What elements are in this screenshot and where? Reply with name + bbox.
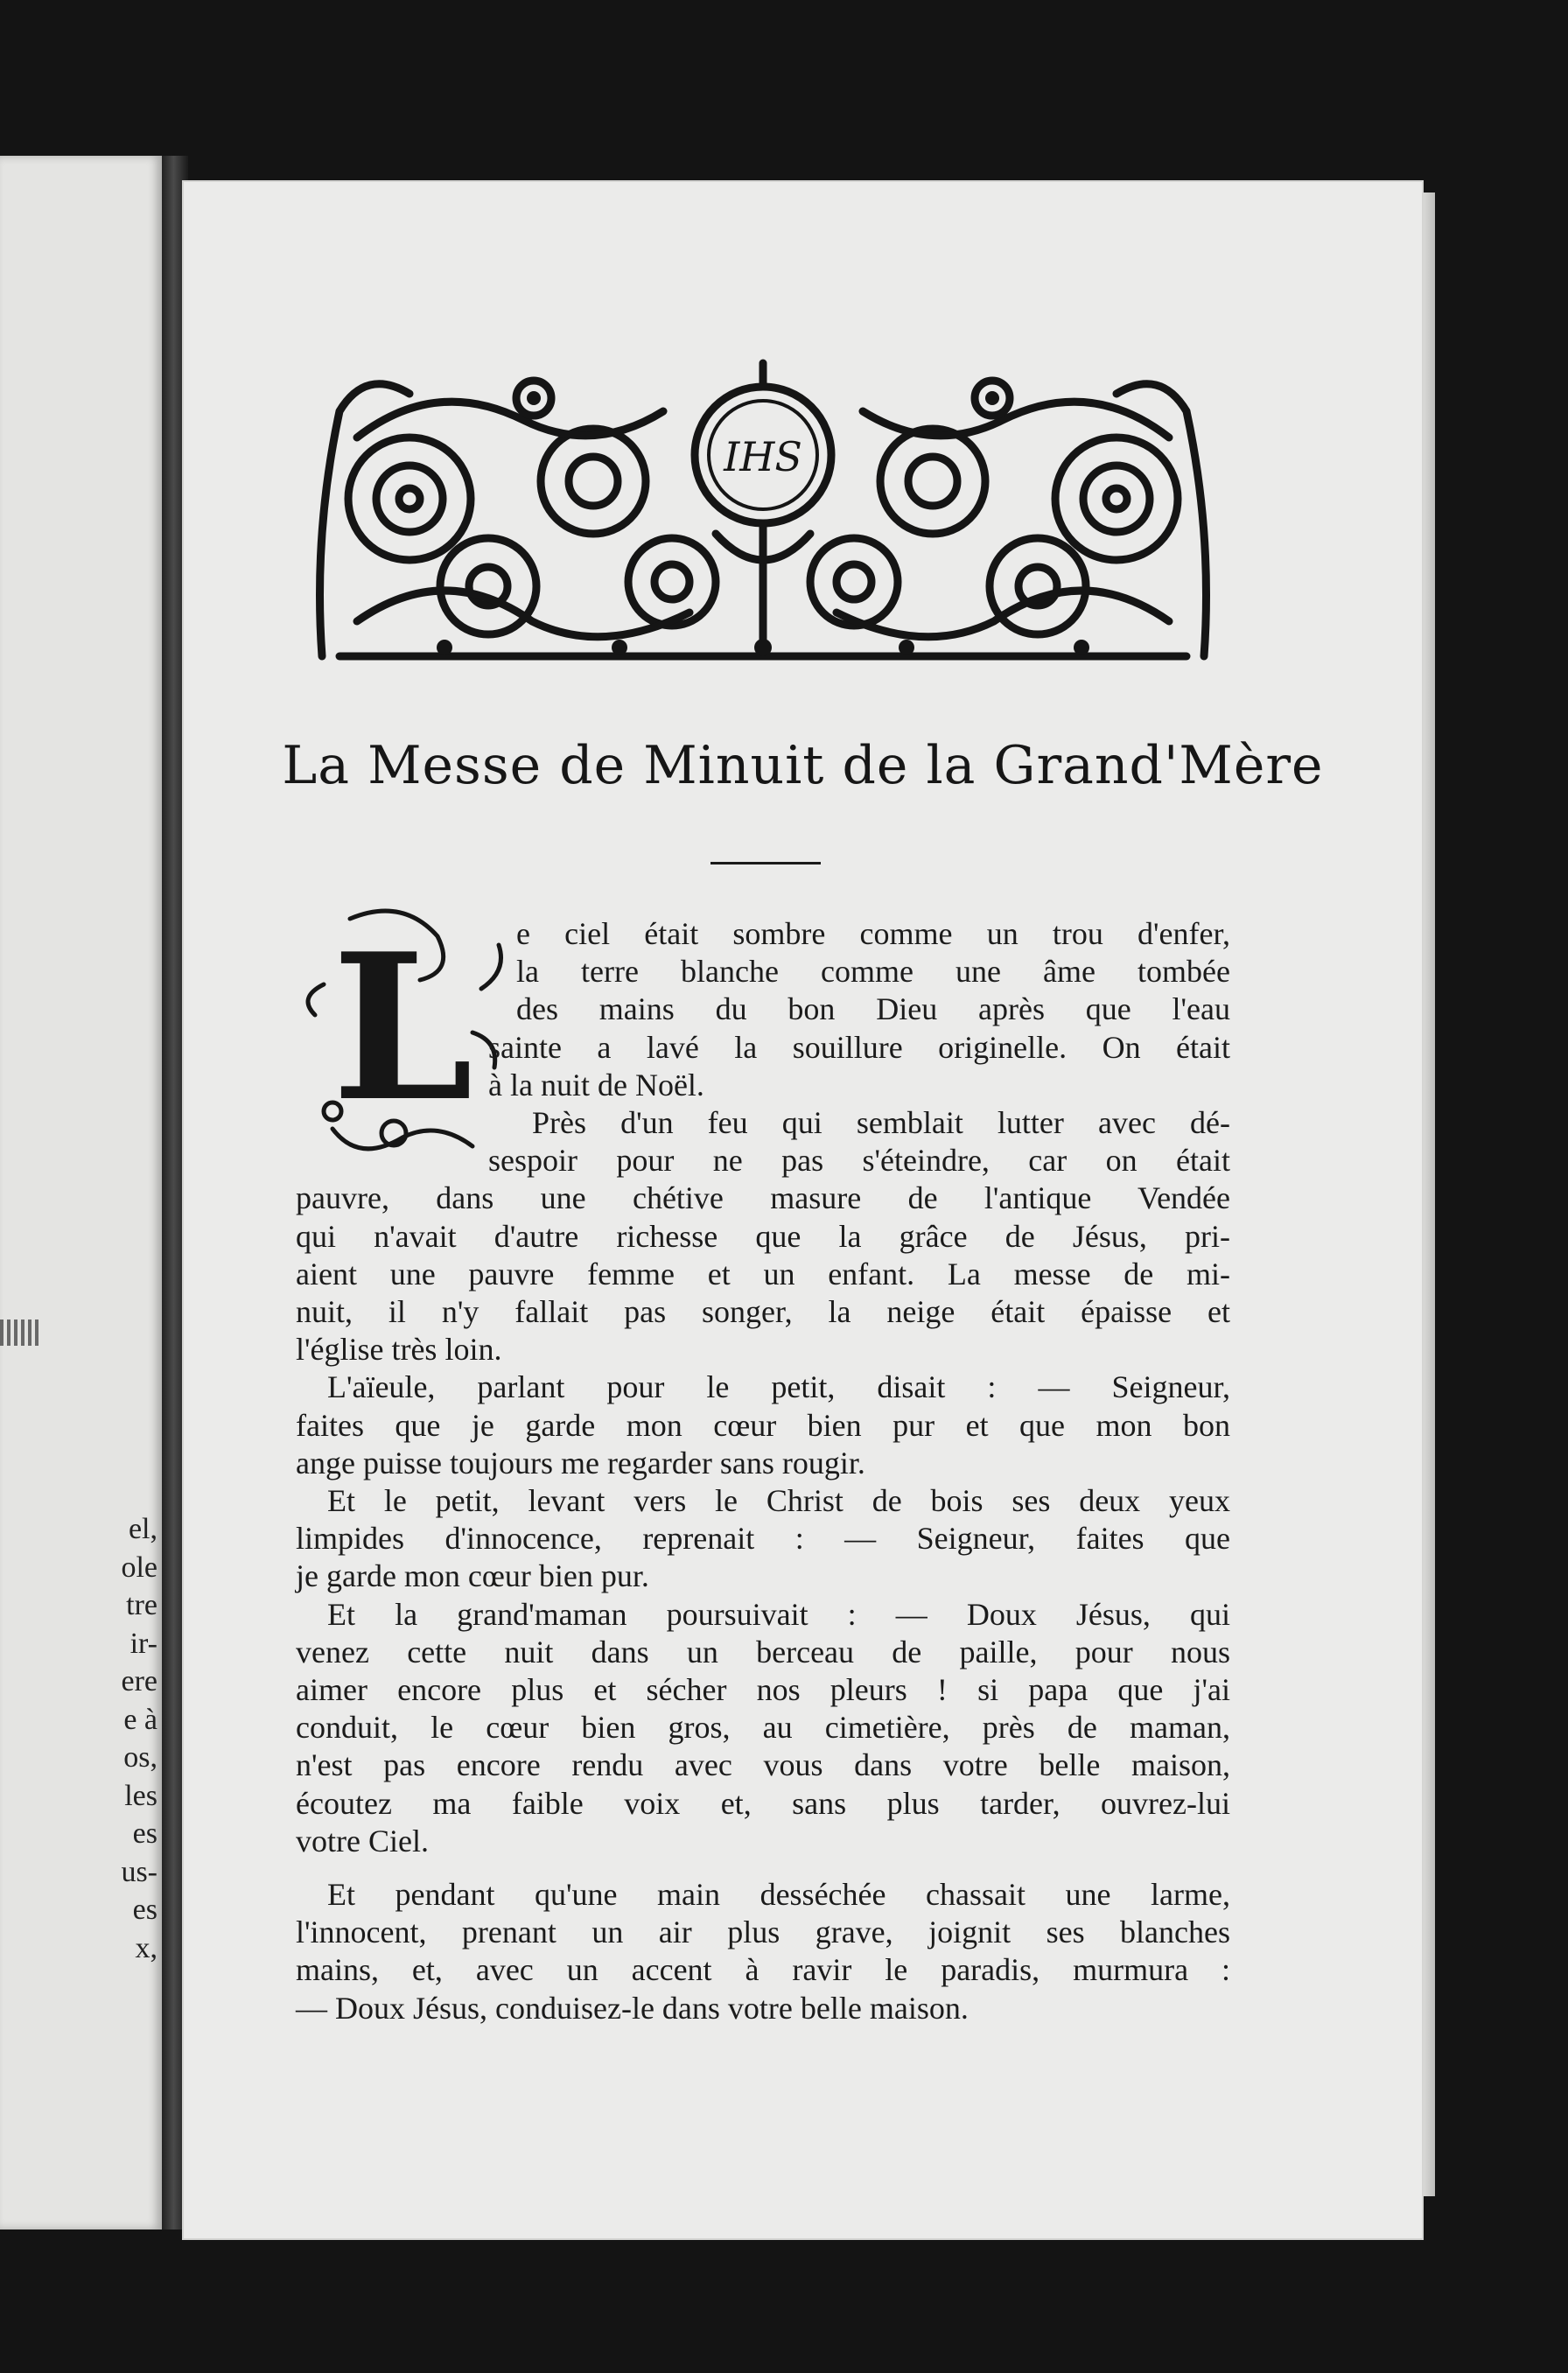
text-line: sespoir pour ne pas s'éteindre, car on était — [488, 1143, 1230, 1179]
header-ornament — [304, 359, 1222, 674]
text-line: Et pendant qu'une main desséchée chassait une larme, — [327, 1877, 1230, 1913]
text-line: faites que je garde mon cœur bien pur et que mon bon — [296, 1407, 1230, 1443]
body-text — [296, 915, 1230, 2027]
text-line: conduit, le cœur bien gros, au cimetière, près de maman, — [296, 1710, 1230, 1746]
text-line: n'est pas encore rendu avec vous dans votre belle maison, — [296, 1747, 1230, 1783]
paragraph — [296, 915, 1230, 1104]
paragraph — [296, 1104, 1230, 1368]
text-line: L'aïeule, parlant pour le petit, disait : — Seigneur, — [327, 1369, 1230, 1405]
text-line: aient une pauvre femme et un enfant. La messe de mi- — [296, 1256, 1230, 1292]
text-line: des mains du bon Dieu après que l'eau — [516, 991, 1230, 1027]
text-line: écoutez ma faible voix et, sans plus tarder, ouvrez-lui — [296, 1785, 1230, 1821]
page-title: La Messe de Minuit de la Grand'Mère — [282, 735, 1324, 796]
text-line: pauvre, dans une chétive masure de l'antique Vendée — [296, 1180, 1230, 1216]
text-line: votre Ciel. — [296, 1823, 429, 1858]
text-line: venez cette nuit dans un berceau de paille, pour nous — [296, 1634, 1230, 1670]
text-fragment: ole — [121, 1550, 158, 1584]
text-line: mains, et, avec un accent à ravir le paradis, murmura : — [296, 1952, 1230, 1988]
text-line: à la nuit de Noël. — [488, 1067, 704, 1102]
paragraph — [296, 1876, 1230, 2027]
text-line: l'innocent, prenant un air plus grave, joignit ses blanches — [296, 1914, 1230, 1950]
monogram: IHS — [724, 433, 802, 480]
text-line: l'église très loin. — [296, 1332, 502, 1368]
text-fragment: os, — [123, 1741, 158, 1774]
title-rule — [710, 862, 821, 864]
text-line: qui n'avait d'autre richesse que la grâce de Jésus, pri- — [296, 1218, 1230, 1254]
text-line: — Doux Jésus, conduisez-le dans votre belle maison. — [296, 1990, 969, 2026]
paragraph — [296, 1482, 1230, 1596]
previous-page-text — [0, 1510, 158, 1967]
dropcap-letter: L — [332, 910, 473, 1146]
text-line: Et la grand'maman poursuivait : — Doux Jésus, qui — [327, 1596, 1230, 1632]
text-line: nuit, il n'y fallait pas songer, la neige était épaisse et — [296, 1294, 1230, 1330]
previous-page — [0, 156, 162, 2230]
paragraph — [296, 1368, 1230, 1482]
text-fragment: us- — [121, 1855, 158, 1888]
text-fragment: ere — [121, 1665, 158, 1698]
text-fragment: tre — [126, 1589, 158, 1621]
text-line: Près d'un feu qui semblait lutter avec dé- — [532, 1105, 1230, 1141]
ornament-fragment — [0, 1320, 42, 1346]
text-fragment: x, — [135, 1931, 158, 1964]
text-fragment: es — [132, 1894, 158, 1926]
text-line: ange puisse toujours me regarder sans rougir. — [296, 1445, 865, 1480]
text-fragment: les — [124, 1779, 158, 1812]
text-line: e ciel était sombre comme un trou d'enfer, — [516, 916, 1230, 951]
text-fragment: ir- — [130, 1627, 158, 1660]
text-line: aimer encore plus et sécher nos pleurs ! si papa que j'ai — [296, 1672, 1230, 1708]
text-line: sainte a lavé la souillure originelle. On était — [488, 1029, 1230, 1065]
text-fragment: el, — [128, 1513, 158, 1545]
text-line: je garde mon cœur bien pur. — [296, 1558, 649, 1594]
text-fragment: e à — [123, 1703, 158, 1736]
paragraph — [296, 1596, 1230, 1860]
text-line: la terre blanche comme une âme tombée — [516, 954, 1230, 990]
text-line: limpides d'innocence, reprenait : — Seigneur, faites que — [296, 1521, 1230, 1557]
text-fragment: es — [132, 1817, 158, 1850]
text-line: Et le petit, levant vers le Christ de bois ses deux yeux — [327, 1483, 1230, 1519]
